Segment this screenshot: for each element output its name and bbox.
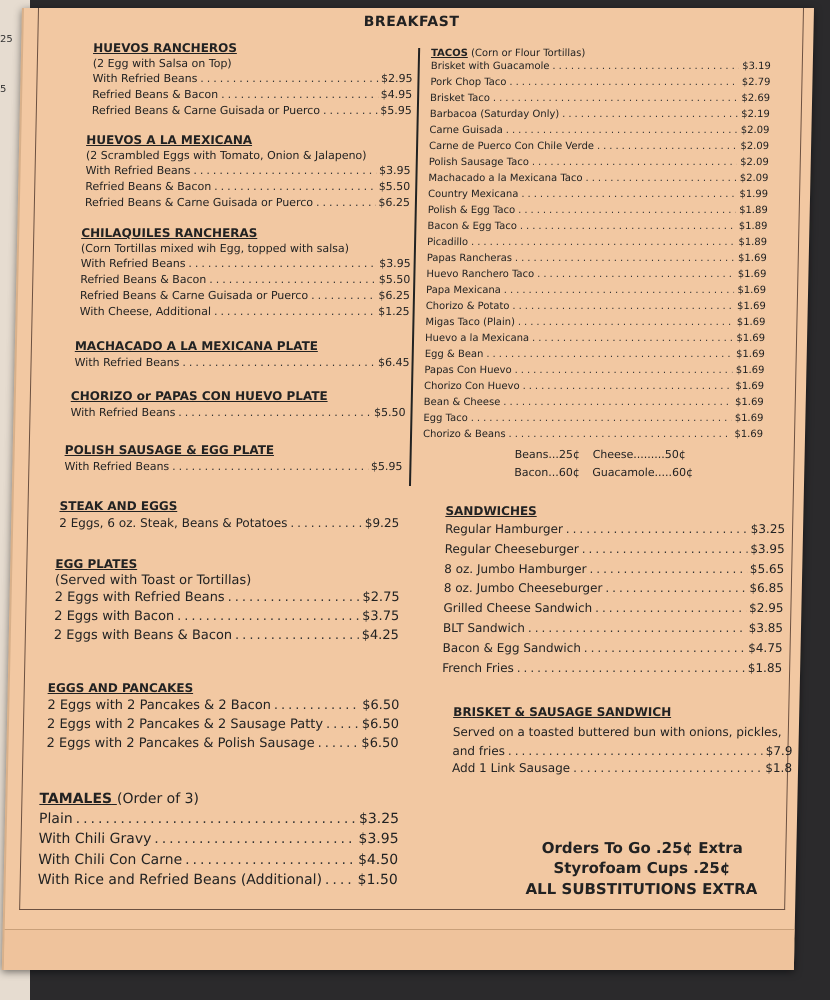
menu-item: Refried Beans & Carne Guisada or Puerco ..... $6.25 <box>80 288 410 304</box>
extras-list <box>514 446 694 481</box>
section-tacos <box>423 48 771 443</box>
menu-item: 2 Eggs with Refried Beans ..... $2.75 <box>54 589 399 608</box>
section-heading: MACHACADO A LA MEXICANA PLATE <box>74 339 319 353</box>
section-heading: STEAK AND EGGS <box>59 499 178 513</box>
menu-item: Polish & Egg Taco ..... $1.89 <box>428 203 768 219</box>
menu-item: 2 Eggs with Bacon ..... $3.75 <box>54 608 399 627</box>
menu-item: Bacon & Egg Sandwich ..... $4.75 <box>442 639 782 659</box>
menu-item: Papas Rancheras ..... $1.69 <box>427 251 767 267</box>
menu-item: 2 Eggs with 2 Pancakes & 2 Bacon ..... $6.50 <box>47 697 399 716</box>
section-egg-plates <box>54 557 401 646</box>
menu-item: Chorizo & Potato ..... $1.69 <box>426 299 766 315</box>
menu-item: Papa Mexicana ..... $1.69 <box>426 283 766 299</box>
section-note: (Served with Toast or Tortillas) <box>54 573 252 588</box>
menu-item: Brisket with Guacamole ..... $3.19 <box>431 59 771 75</box>
menu-item: Grilled Cheese Sandwich ..... $2.95 <box>443 599 783 619</box>
section-heading: EGG PLATES <box>55 557 138 571</box>
edge-mark: 5 <box>0 84 7 95</box>
section-heading: HUEVOS A LA MEXICANA <box>86 133 253 147</box>
menu-item: 2 Eggs with 2 Pancakes & 2 Sausage Patty ..... $6.50 <box>47 716 399 735</box>
menu-item: Egg & Bean ..... $1.69 <box>425 347 765 363</box>
section-heading: SANDWICHES <box>445 504 537 518</box>
section-heading: POLISH SAUSAGE & EGG PLATE <box>64 443 275 457</box>
section-heading: HUEVOS RANCHEROS <box>93 41 238 55</box>
menu-item: Bean & Cheese ..... $1.69 <box>424 395 764 411</box>
menu-item: BLT Sandwich ..... $3.85 <box>443 619 783 639</box>
menu-item: Regular Cheeseburger ..... $3.95 <box>444 540 784 560</box>
menu-item: Regular Hamburger ..... $3.25 <box>445 520 785 540</box>
menu-item: 2 Eggs with 2 Pancakes & Polish Sausage ..... $6.50 <box>46 735 398 754</box>
section-heading: CHORIZO or PAPAS CON HUEVO PLATE <box>70 389 328 403</box>
menu-item: With Cheese, Additional ..... $1.25 <box>79 304 409 320</box>
menu-item: Country Mexicana ..... $1.99 <box>428 187 768 203</box>
section-heading: TAMALES (Order of 3) <box>39 791 200 807</box>
menu-item: 8 oz. Jumbo Hamburger ..... $5.65 <box>444 560 784 580</box>
menu-item: With Refried Beans ..... $5.50 <box>70 405 405 421</box>
section-pancakes <box>46 681 400 754</box>
section-heading: BRISKET & SAUSAGE SANDWICH <box>453 705 672 719</box>
menu-item: 2 Eggs with Beans & Bacon ..... $4.25 <box>54 627 399 646</box>
menu-item: Migas Taco (Plain) ..... $1.69 <box>425 315 765 331</box>
menu-item: Egg Taco ..... $1.69 <box>423 411 763 427</box>
menu-item: Carne de Puerco Con Chile Verde ..... $2.09 <box>429 139 769 155</box>
section-heading: CHILAQUILES RANCHERAS <box>81 226 258 240</box>
section-huevos-rancheros <box>92 41 414 119</box>
footer-notice <box>525 838 758 899</box>
item-description: Served on a toasted buttered bun with onions, pickles, <box>452 725 782 740</box>
menu-item: Pork Chop Taco ..... $2.79 <box>430 75 770 91</box>
menu-item: and fries ..... $7.9 <box>452 743 792 760</box>
section-note: (Corn Tortillas mixed wih Egg, topped with salsa) <box>80 242 350 255</box>
section-chilaquiles <box>79 226 411 320</box>
menu-item: Papas Con Huevo ..... $1.69 <box>424 363 764 379</box>
menu-item: With Refried Beans ..... $5.95 <box>64 459 402 475</box>
menu-item: With Refried Beans ..... $3.95 <box>80 256 410 272</box>
section-brisket <box>452 702 794 778</box>
menu-item: Plain ..... $3.25 <box>39 809 399 829</box>
extra-beans: Beans...25¢ <box>514 448 581 461</box>
menu-item: French Fries ..... $1.85 <box>442 659 782 679</box>
extra-guacamole: Guacamole.....60¢ <box>592 465 694 479</box>
page-bottom-band <box>4 929 795 970</box>
section-tamales <box>38 791 400 890</box>
menu-item: Carne Guisada ..... $2.09 <box>429 123 769 139</box>
menu-item: With Refried Beans ..... $2.95 <box>92 71 412 87</box>
substitutions-note: ALL SUBSTITUTIONS EXTRA <box>525 879 758 898</box>
section-heading: EGGS AND PANCAKES <box>47 681 194 695</box>
menu-item: Brisket Taco ..... $2.69 <box>430 91 770 107</box>
menu-item: Refried Beans & Carne Guisada or Puerco ..... $6.25 <box>85 195 410 211</box>
menu-item: Refried Beans & Bacon ..... $5.50 <box>85 179 410 195</box>
extra-bacon: Bacon...60¢ <box>514 465 580 479</box>
menu-item: Refried Beans & Bacon ..... $5.50 <box>80 272 410 288</box>
menu-item: 2 Eggs, 6 oz. Steak, Beans & Potatoes ..... $9.25 <box>59 515 399 532</box>
menu-item: With Rice and Refried Beans (Additional) ..... $1.50 <box>38 870 398 890</box>
menu-item: Barbacoa (Saturday Only) ..... $2.19 <box>430 107 770 123</box>
heading-note: (Corn or Flour Tortillas) <box>470 48 586 59</box>
to-go-note: Orders To Go .25¢ Extra <box>541 839 743 857</box>
menu-item: With Chili Gravy ..... $3.95 <box>38 829 398 849</box>
menu-item: Polish Sausage Taco ..... $2.09 <box>429 155 769 171</box>
section-steak <box>59 499 400 532</box>
menu-item: Refried Beans & Bacon ..... $4.95 <box>92 87 412 103</box>
extra-cheese: Cheese.........50¢ <box>592 448 686 461</box>
section-heading: TACOS (Corn or Flour Tortillas) <box>430 48 586 59</box>
menu-item: With Refried Beans ..... $3.95 <box>85 163 410 179</box>
menu-item: With Refried Beans ..... $6.45 <box>74 355 409 371</box>
section-huevos-mexicana <box>85 133 412 211</box>
menu-item: Chorizo Con Huevo ..... $1.69 <box>424 379 764 395</box>
heading-note: (Order of 3) <box>116 791 200 807</box>
menu-item: Bacon & Egg Taco ..... $1.89 <box>427 219 767 235</box>
section-note: (2 Scrambled Eggs with Tomato, Onion & Jalapeno) <box>85 149 367 162</box>
cups-note: Styrofoam Cups .25¢ <box>553 859 731 878</box>
menu-item: Add 1 Link Sausage ..... $1.8 <box>452 760 792 777</box>
edge-mark: 25 <box>0 34 13 45</box>
section-sandwiches <box>442 504 786 678</box>
section-machacado <box>74 339 410 371</box>
menu-item: Huevo a la Mexicana ..... $1.69 <box>425 331 765 347</box>
section-note: (2 Egg with Salsa on Top) <box>92 57 232 70</box>
menu-page <box>2 8 814 970</box>
section-chorizo-plate <box>70 389 406 421</box>
menu-item: Picadillo ..... $1.89 <box>427 235 767 251</box>
menu-item: With Chili Con Carne ..... $4.50 <box>38 850 398 870</box>
section-polish-plate <box>64 443 403 475</box>
menu-item: 8 oz. Jumbo Cheeseburger ..... $6.85 <box>444 579 784 599</box>
menu-item: Chorizo & Beans ..... $1.69 <box>423 427 763 443</box>
menu-item: Refried Beans & Carne Guisada or Puerco ..... $5.95 <box>92 103 412 119</box>
page-title: BREAKFAST <box>363 14 460 30</box>
menu-item: Huevo Ranchero Taco ..... $1.69 <box>426 267 766 283</box>
menu-item: Machacado a la Mexicana Taco ..... $2.09 <box>428 171 768 187</box>
